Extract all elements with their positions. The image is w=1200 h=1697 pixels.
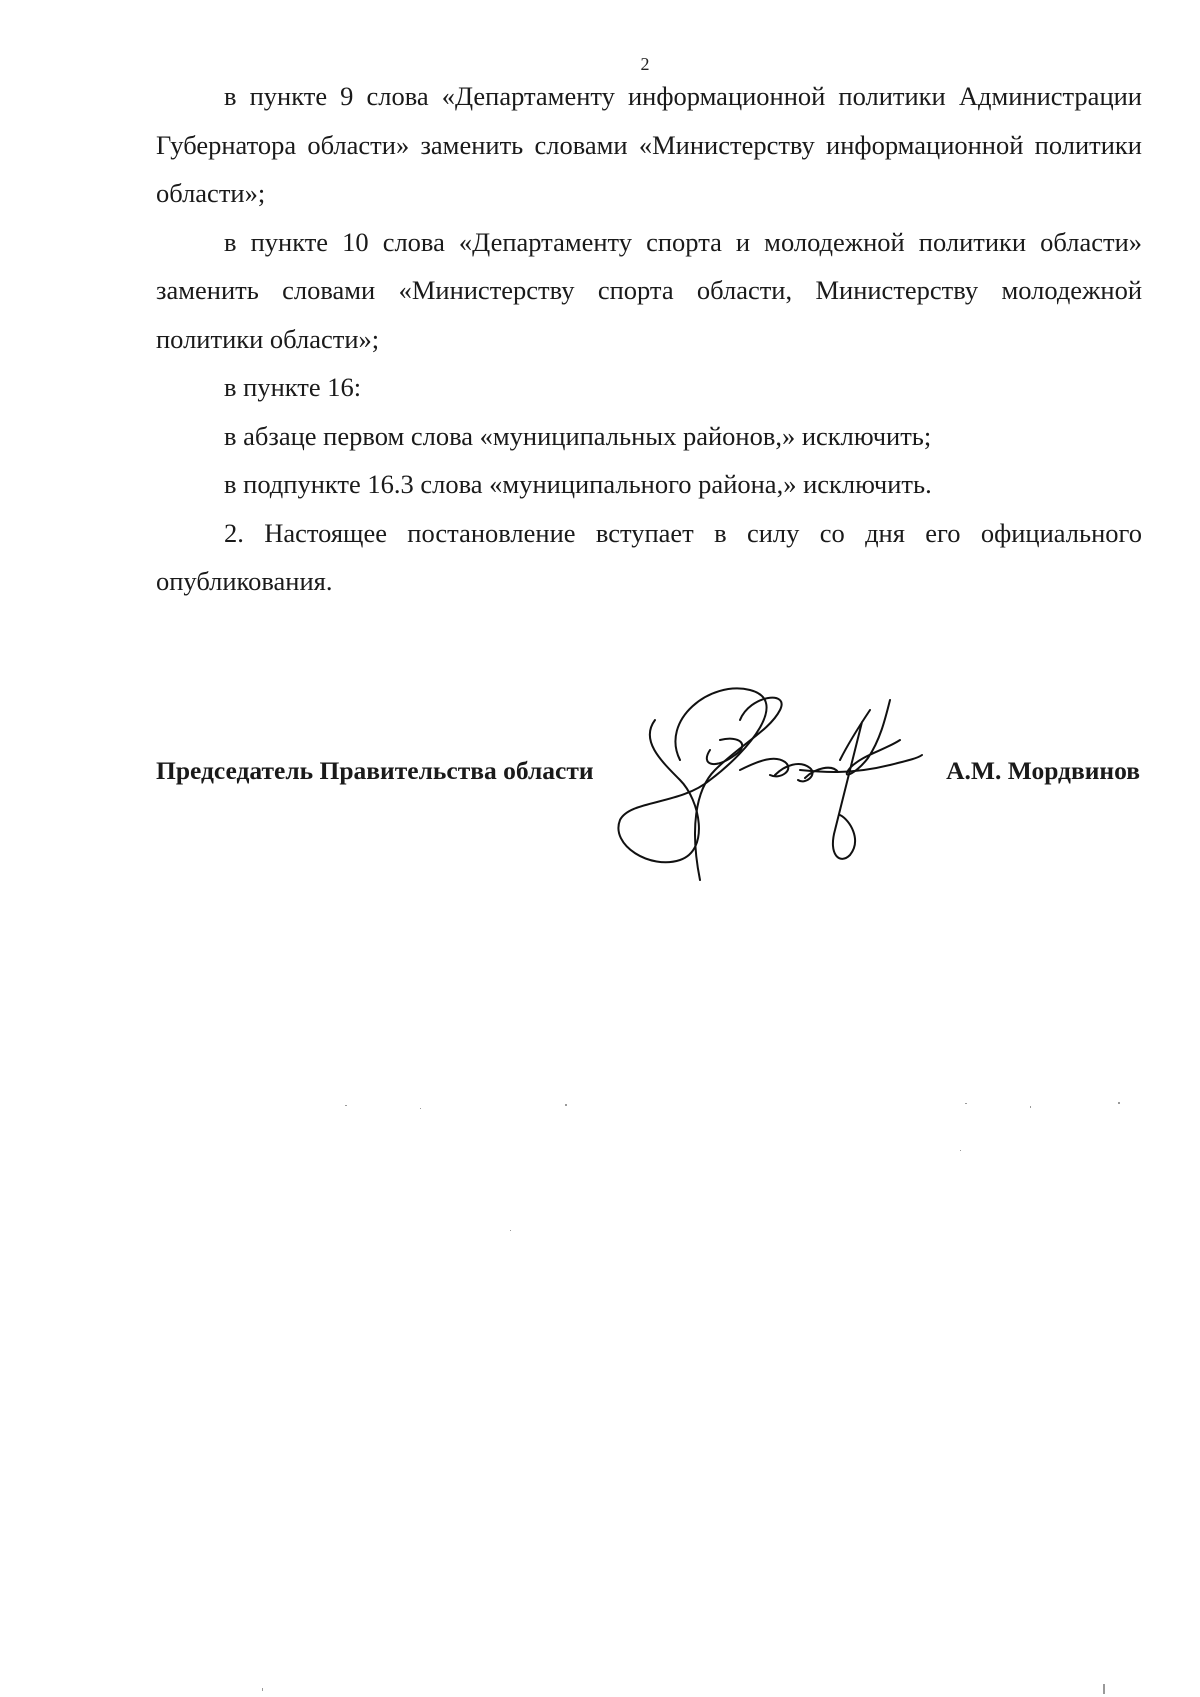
paragraph-item-16-abzac: в абзаце первом слова «муниципальных районов,» исключить; [224,420,932,451]
paragraph-effective-date: 2. Настоящее постановление вступает в силу со дня его официального опубликования. [156,517,1142,596]
paragraph-item-9: в пункте 9 слова «Департаменту информационной политики Администрации Губернатора области» заменить словами «Министерству информационной политики области»; [156,81,1142,208]
page-number: 2 [640,54,650,74]
document-body [156,72,1142,606]
signatory-name: А.М. Мордвинов [946,756,1140,785]
paragraph-item-10: в пункте 10 слова «Департаменту спорта и молодежной политики области» заменить словами «Министерству спорта области, Министерству молодежной политики области»; [156,226,1142,354]
cropped-header-fragment [150,0,650,4]
paragraph-item-16-3: в подпункте 16.3 слова «муниципального района,» исключить. [224,469,932,499]
paragraph-item-16: в пункте 16: [224,372,362,402]
signatory-title: Председатель Правительства области [156,756,594,785]
handwritten-signature [600,680,940,900]
